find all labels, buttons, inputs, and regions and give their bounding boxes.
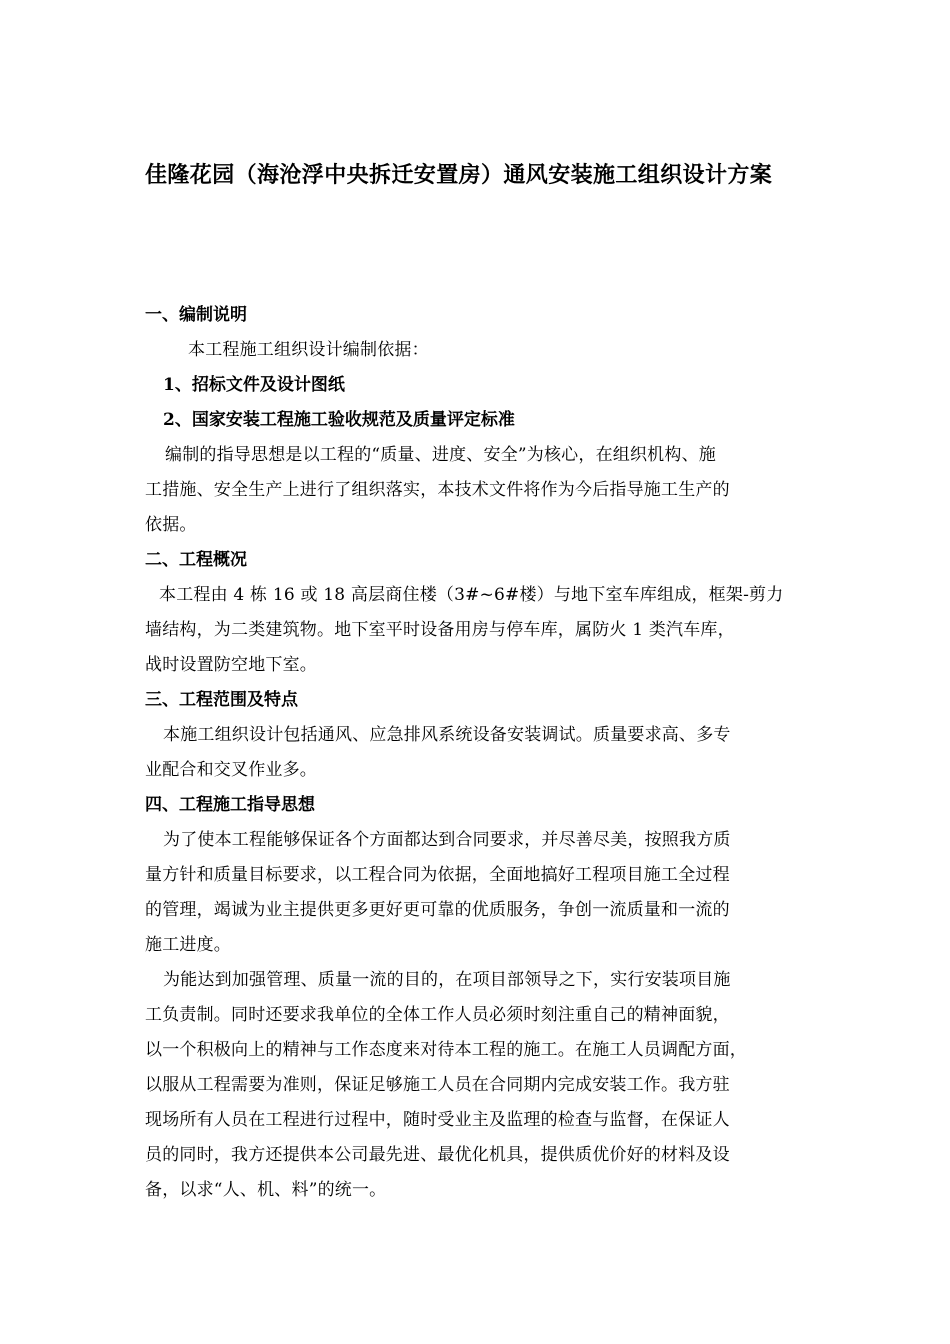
section-4-para1-line: 量方针和质量目标要求，以工程合同为依据，全面地搞好工程项目施工全过程 <box>145 865 730 885</box>
section-2-para-line: 墙结构，为二类建筑物。地下室平时设备用房与停车库，属防火 1 类汽车库， <box>145 620 735 640</box>
section-4-para1-line: 的管理，竭诚为业主提供更多更好更可靠的优质服务，争创一流质量和一流的 <box>145 900 730 920</box>
section-4-para2-line: 以一个积极向上的精神与工作态度来对待本工程的施工。在施工人员调配方面， <box>145 1040 747 1060</box>
section-heading-3: 三、工程范围及特点 <box>145 690 298 710</box>
document-title: 佳隆花园（海沧浮中央拆迁安置房）通风安装施工组织设计方案 <box>145 163 773 188</box>
section-heading-4: 四、工程施工指导思想 <box>145 795 315 815</box>
section-2-para-line: 本工程由 4 栋 16 或 18 高层商住楼（3#~6#楼）与地下室车库组成，框架-剪力 <box>159 585 784 605</box>
section-4-para2-line: 现场所有人员在工程进行过程中，随时受业主及监理的检查与监督，在保证人 <box>145 1110 730 1130</box>
section-4-para2-line: 为能达到加强管理、质量一流的目的，在项目部领导之下，实行安装项目施 <box>163 970 731 990</box>
section-4-para1-line: 为了使本工程能够保证各个方面都达到合同要求，并尽善尽美，按照我方质 <box>163 830 731 850</box>
section-1-para-line: 工措施、安全生产上进行了组织落实，本技术文件将作为今后指导施工生产的 <box>145 480 730 500</box>
basis-item-2: 2、国家安装工程施工验收规范及质量评定标准 <box>163 410 515 430</box>
section-heading-2: 二、工程概况 <box>145 550 247 570</box>
basis-item-1: 1、招标文件及设计图纸 <box>163 375 345 395</box>
section-4-para2-line: 备，以求“人、机、料”的统一。 <box>145 1180 387 1200</box>
section-4-para2-line: 工负责制。同时还要求我单位的全体工作人员必须时刻注重自己的精神面貌， <box>145 1005 730 1025</box>
section-1-intro: 本工程施工组织设计编制依据： <box>188 340 429 360</box>
section-heading-1: 一、编制说明 <box>145 305 247 325</box>
section-3-para-line: 本施工组织设计包括通风、应急排风系统设备安装调试。质量要求高、多专 <box>163 725 731 745</box>
section-1-para-line: 依据。 <box>145 515 197 535</box>
section-1-para-line: 编制的指导思想是以工程的“质量、进度、安全”为核心，在组织机构、施 <box>165 445 716 465</box>
section-4-para2-line: 员的同时，我方还提供本公司最先进、最优化机具，提供质优价好的材料及设 <box>145 1145 730 1165</box>
section-3-para-line: 业配合和交叉作业多。 <box>145 760 317 780</box>
section-4-para1-line: 施工进度。 <box>145 935 231 955</box>
section-2-para-line: 战时设置防空地下室。 <box>145 655 317 675</box>
section-4-para2-line: 以服从工程需要为准则，保证足够施工人员在合同期内完成安装工作。我方驻 <box>145 1075 730 1095</box>
